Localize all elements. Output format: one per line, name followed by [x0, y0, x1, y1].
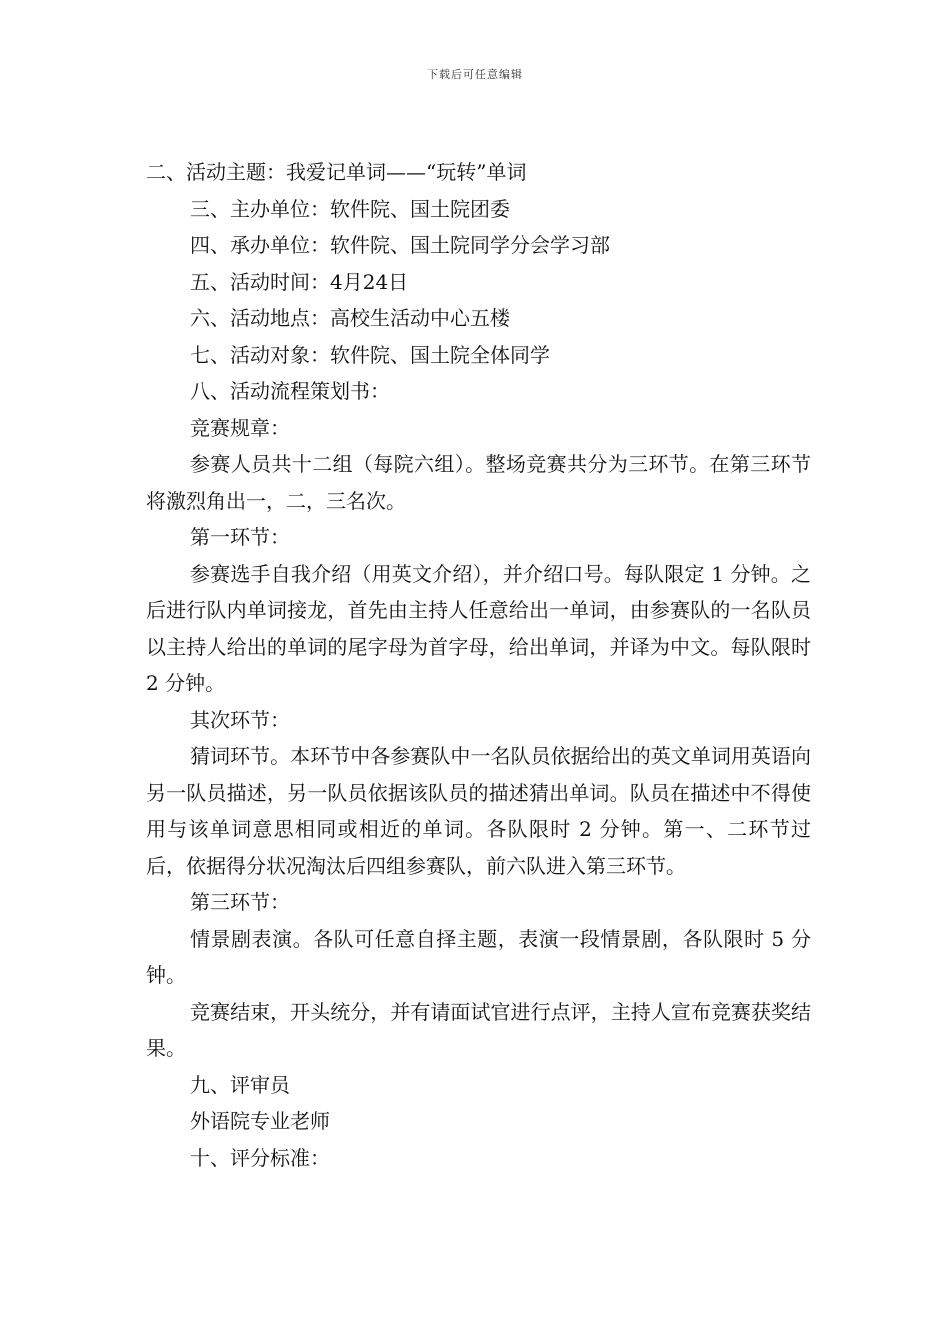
- page-header-note: 下载后可任意编辑: [427, 68, 523, 81]
- rules-heading: 竞赛规章：: [190, 415, 290, 440]
- section-theme: 二、活动主题：我爱记单词——“玩转”单词: [146, 160, 527, 184]
- section-process: 八、活动流程策划书：: [190, 379, 390, 403]
- round-three-paragraph: 情景剧表演。各队可任意自择主题，表演一段情景剧，各队限时 5 分钟。: [146, 926, 811, 987]
- round-two-paragraph: 猜词环节。本环节中各参赛队中一名队员依据给出的英文单词用英语向另一队员描述，另一队员依据该队员的描述猜出单词。队员在描述中不得使用与该单词意思相同或相近的单词。各队限时 2 分钟。第一、二环节过后，依据得分状况淘汰后四组参赛队，前六队进入第三环节。: [146, 744, 811, 878]
- judges-detail: 外语院专业老师: [190, 1109, 330, 1133]
- section-time: 五、活动时间：4月24日: [190, 269, 409, 294]
- section-scoring: 十、评分标准：: [190, 1145, 330, 1170]
- round-one-paragraph: 参赛选手自我介绍（用英文介绍），并介绍口号。每队限定 1 分钟。之后进行队内单词接龙，首先由主持人任意给出一单词，由参赛队的一名队员以主持人给出的单词的尾字母为首字母，给出单词，并译为中文。每队限时 2 分钟。: [146, 561, 811, 695]
- round-two-heading: 其次环节：: [190, 707, 290, 732]
- section-judges: 九、评审员: [190, 1072, 290, 1097]
- section-organizer: 三、主办单位：软件院、国土院团委: [190, 196, 510, 221]
- round-one-heading: 第一环节：: [190, 525, 290, 549]
- section-location: 六、活动地点：高校生活动中心五楼: [190, 306, 510, 330]
- round-three-heading: 第三环节：: [190, 890, 290, 914]
- document-body: [146, 154, 811, 1176]
- closing-paragraph: 竞赛结束，开头统分，并有请面试官进行点评，主持人宣布竞赛获奖结果。: [146, 999, 811, 1060]
- section-undertaker: 四、承办单位：软件院、国土院同学分会学习部: [190, 233, 610, 257]
- rules-paragraph: 参赛人员共十二组（每院六组）。整场竞赛共分为三环节。在第三环节将激烈角出一，二，三名次。: [146, 452, 811, 513]
- section-audience: 七、活动对象：软件院、国土院全体同学: [190, 342, 550, 367]
